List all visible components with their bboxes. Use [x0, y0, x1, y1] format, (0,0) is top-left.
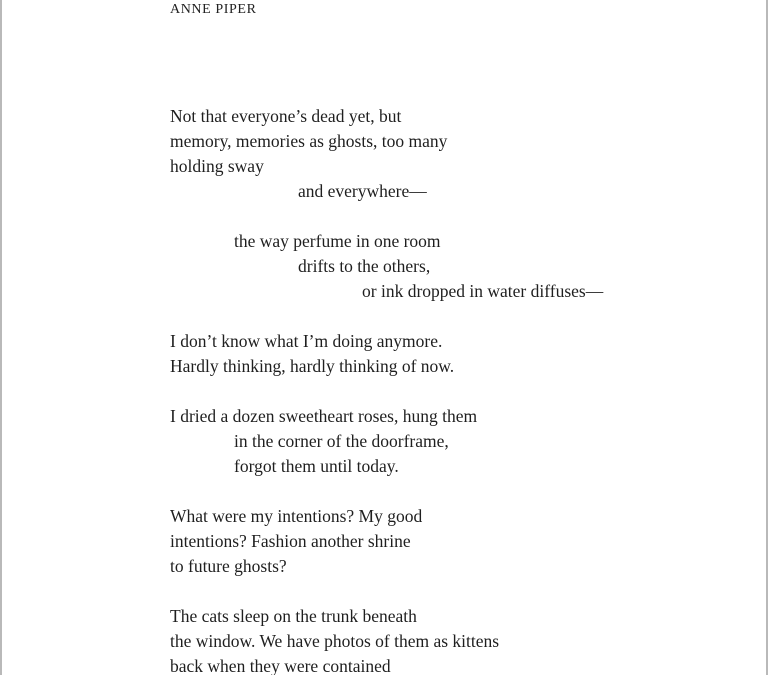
poem-line: What were my intentions? My good [170, 506, 423, 526]
poem-line: Hardly thinking, hardly thinking of now. [170, 356, 455, 376]
stanza-break [170, 579, 603, 604]
poem-line: back when they were contained [170, 656, 391, 675]
stanza-break [170, 479, 603, 504]
poem-line: or ink dropped in water diffuses— [362, 281, 604, 301]
poem-line: Not that everyone’s dead yet, but [170, 106, 402, 126]
poem-body [170, 104, 603, 675]
poem-line: I don’t know what I’m doing anymore. [170, 331, 443, 351]
poem-line: intentions? Fashion another shrine [170, 531, 411, 551]
poem-line: and everywhere— [298, 181, 427, 201]
poem-line: to future ghosts? [170, 556, 287, 576]
stanza [170, 329, 603, 379]
stanza [170, 404, 603, 479]
stanza-break [170, 304, 603, 329]
stanza-break [170, 379, 603, 404]
stanza [170, 229, 603, 304]
stanza [170, 604, 603, 675]
poem-line: the way perfume in one room [234, 231, 441, 251]
author-name: ANNE PIPER [170, 2, 257, 17]
poem-line: forgot them until today. [234, 456, 399, 476]
stanza [170, 504, 603, 579]
poem-line: drifts to the others, [298, 256, 431, 276]
poem-line: I dried a dozen sweetheart roses, hung them [170, 406, 478, 426]
poem-line: in the corner of the doorframe, [234, 431, 449, 451]
poem-line: memory, memories as ghosts, too many [170, 131, 448, 151]
stanza [170, 104, 603, 204]
poem-line: the window. We have photos of them as kittens [170, 631, 500, 651]
stanza-break [170, 204, 603, 229]
poem-line: The cats sleep on the trunk beneath [170, 606, 417, 626]
poem-line: holding sway [170, 156, 264, 176]
